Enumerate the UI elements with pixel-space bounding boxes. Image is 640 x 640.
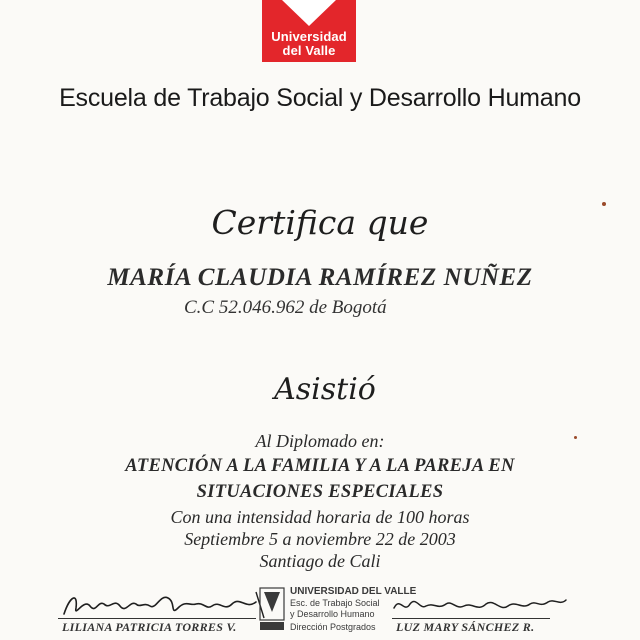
left-signatory-name: LILIANA PATRICIA TORRES V. — [62, 620, 237, 634]
diplomado-label: Al Diplomado en: — [255, 431, 385, 451]
stamp-line1: UNIVERSIDAD DEL VALLE — [290, 586, 417, 597]
left-signature-line — [58, 618, 256, 619]
logo-text-line2: del Valle — [282, 43, 336, 58]
university-logo — [262, 0, 356, 62]
course-city: Santiago de Cali — [259, 551, 381, 571]
ink-speck — [574, 436, 577, 439]
right-signatory-name: LUZ MARY SÁNCHEZ R. — [396, 620, 535, 634]
school-name: Escuela de Trabajo Social y Desarrollo Humano — [59, 84, 581, 112]
logo-v-mark-icon — [262, 0, 356, 30]
stamp-line3: y Desarrollo Humano — [290, 609, 375, 619]
ink-speck — [602, 202, 606, 206]
course-title-line2: SITUACIONES ESPECIALES — [196, 482, 444, 502]
left-signature-scribble — [60, 588, 270, 622]
university-stamp — [258, 582, 417, 640]
course-intensity: Con una intensidad horaria de 100 horas — [170, 507, 470, 527]
stamp-line4: Dirección Postgrados — [290, 622, 376, 632]
course-title-line1: ATENCIÓN A LA FAMILIA Y A LA PAREJA EN — [125, 456, 515, 476]
stamp-emblem-icon — [258, 586, 288, 636]
logo-text-line1: Universidad — [271, 29, 347, 44]
right-signature-line — [392, 618, 550, 619]
course-dates: Septiembre 5 a noviembre 22 de 2003 — [184, 529, 456, 549]
right-signature-scribble — [390, 590, 570, 620]
stamp-line2: Esc. de Trabajo Social — [290, 598, 380, 608]
asistio-heading: Asistió — [274, 372, 376, 407]
recipient-id: C.C 52.046.962 de Bogotá — [184, 297, 387, 318]
certifica-heading: Certifica que — [211, 203, 429, 242]
recipient-name: MARÍA CLAUDIA RAMÍREZ NUÑEZ — [107, 264, 533, 291]
